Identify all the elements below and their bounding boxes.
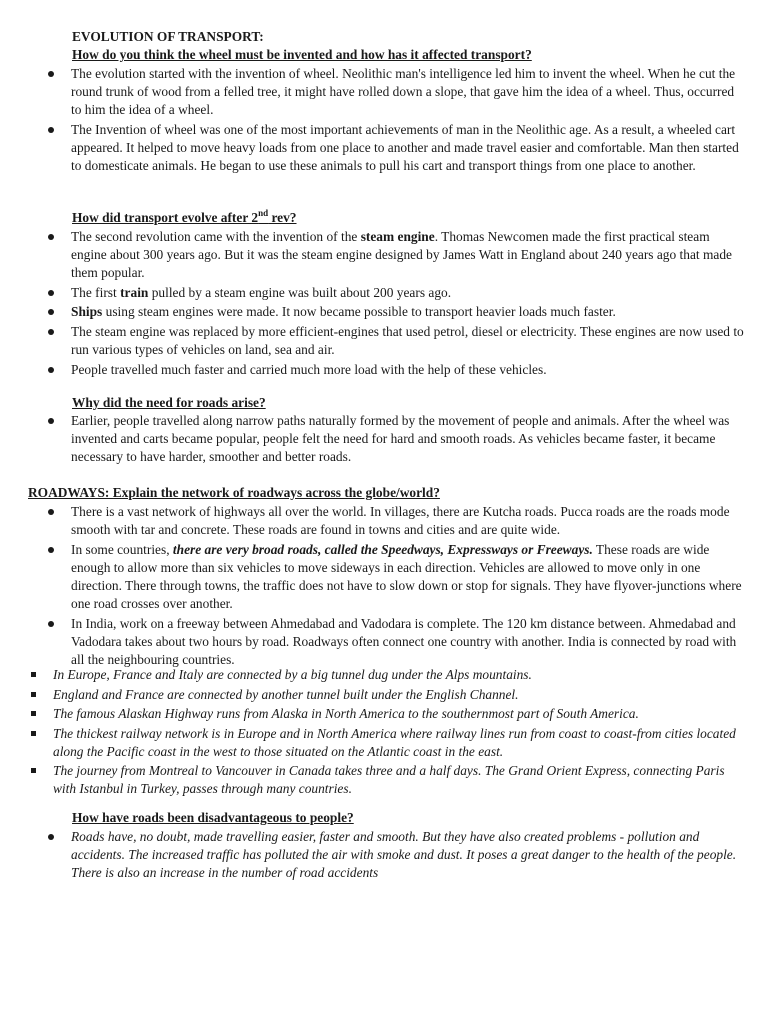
bullet-icon (48, 621, 54, 627)
list-item: Ships using steam engines were made. It now became possible to transport heavier loads much faster. (0, 303, 768, 321)
list-item: In Europe, France and Italy are connected by a big tunnel dug under the Alps mountains. (0, 666, 768, 684)
disadvantage-bullet-list (0, 828, 768, 884)
wheel-bullet-list (0, 65, 768, 177)
list-item: The second revolution came with the invention of the steam engine. Thomas Newcomen made the first practical steam engine about 300 years ago. But it was the steam engine designed by James Watt in England about 240 years ago that made them popular. (0, 228, 768, 283)
list-item: England and France are connected by another tunnel built under the English Channel. (0, 686, 768, 704)
square-bullet-icon (31, 768, 36, 773)
list-item: Roads have, no doubt, made travelling easier, faster and smooth. But they have also created problems - pollution and accidents. The increased traffic has polluted the air with smoke and dust. It poses a great danger to the health of the people. There is also an increase in the number of road accidents (0, 828, 768, 883)
facts-list (0, 666, 768, 800)
transport-bullet-list (0, 228, 768, 380)
list-item: There is a vast network of highways all over the world. In villages, there are Kutcha roads. Pucca roads are the roads mode smooth with tar and concrete. These roads are found in towns and cities and are quite wide. (0, 503, 768, 539)
question-roads-heading: Why did the need for roads arise? (72, 395, 266, 410)
list-item: The thickest railway network is in Europe and in North America where railway lines run from coast to coast-from cities located along the Pacific coast in the west to those situated on the Atlantic coast in the east. (0, 725, 768, 761)
roads-need-bullet-list (0, 412, 768, 468)
list-item: The famous Alaskan Highway runs from Alaska in North America to the southernmost part of South America. (0, 705, 768, 723)
list-item: Earlier, people travelled along narrow paths naturally formed by the movement of people and animals. After the wheel was invented and carts became popular, people felt the need for hard and smooth roads. As vehicles became faster, it became necessary to have harder, smoother and better roads. (0, 412, 768, 467)
bullet-icon (48, 547, 54, 553)
bullet-icon (48, 234, 54, 240)
bullet-icon (48, 418, 54, 424)
list-item: The steam engine was replaced by more efficient-engines that used petrol, diesel or electricity. These engines are now used to run various types of vehicles on land, sea and air. (0, 323, 768, 359)
bullet-icon (48, 290, 54, 296)
bullet-icon (48, 509, 54, 515)
roadways-bullet-list (0, 503, 768, 671)
roadways-heading: ROADWAYS: Explain the network of roadways across the globe/world? (28, 485, 440, 500)
list-item: In India, work on a freeway between Ahmedabad and Vadodara is complete. The 120 km distance between. Ahmedabad and Vadodara takes about two hours by road. Roadways often connect one country with another. India is connected by road with all the neighbouring countries. (0, 615, 768, 670)
list-item: In some countries, there are very broad roads, called the Speedways, Expressways or Freeways. These roads are wide enough to allow more than six vehicles to move sideways in each direction. Vehicles are allowed to move only in one direction. There through towns, the traffic does not have to slow down or stop for signals. They have flyover-junctions where one road crosses over another. (0, 541, 768, 614)
question-transport-heading: How did transport evolve after 2nd rev? (72, 207, 297, 225)
bullet-icon (48, 329, 54, 335)
bullet-icon (48, 834, 54, 840)
list-item: The journey from Montreal to Vancouver in Canada takes three and a half days. The Grand Orient Express, connecting Paris with Istanbul in Turkey, passes through many countries. (0, 762, 768, 798)
list-item: The Invention of wheel was one of the most important achievements of man in the Neolithic age. As a result, a wheeled cart appeared. It helped to move heavy loads from one place to another and made travel easier and comfortable. Man then started to domesticate animals. He began to use these animals to pull his cart and transport things from one place to another. (0, 121, 768, 176)
square-bullet-icon (31, 731, 36, 736)
document-title: EVOLUTION OF TRANSPORT: (72, 29, 264, 44)
list-item: The first train pulled by a steam engine was built about 200 years ago. (0, 284, 768, 302)
list-item: The evolution started with the invention of wheel. Neolithic man's intelligence led him to invent the wheel. When he cut the round trunk of wood from a felled tree, it might have rolled down a slope, that gave him the idea of a wheel. Thus, occurred to him the idea of a wheel. (0, 65, 768, 120)
bullet-icon (48, 127, 54, 133)
square-bullet-icon (31, 711, 36, 716)
bullet-icon (48, 309, 54, 315)
question-wheel-heading: How do you think the wheel must be invented and how has it affected transport? (72, 47, 532, 62)
square-bullet-icon (31, 692, 36, 697)
list-item: People travelled much faster and carried much more load with the help of these vehicles. (0, 361, 768, 379)
question-disadvantage-heading: How have roads been disadvantageous to people? (72, 810, 354, 825)
square-bullet-icon (31, 672, 36, 677)
bullet-icon (48, 367, 54, 373)
bullet-icon (48, 71, 54, 77)
